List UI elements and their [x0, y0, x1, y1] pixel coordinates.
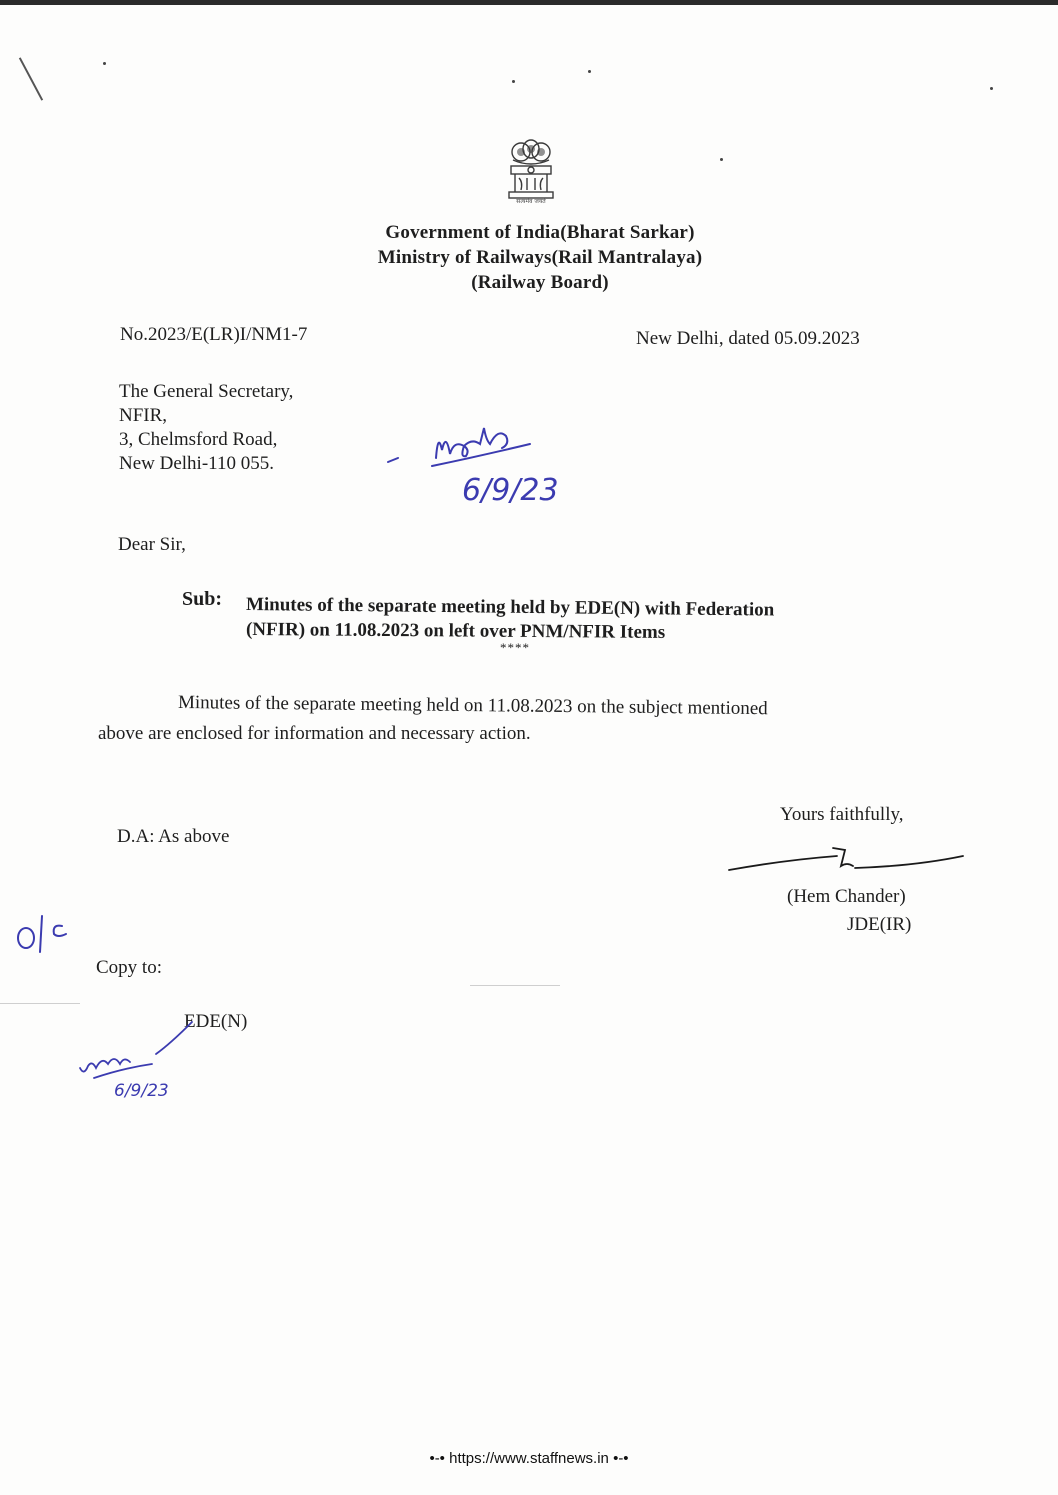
enclosure-note: D.A: As above	[117, 826, 230, 847]
handwritten-oc-note	[12, 908, 82, 958]
body-text: Minutes of the separate meeting held on 11.08.2023 on the subject mentioned	[177, 692, 768, 720]
scan-speck	[720, 158, 723, 161]
header-board: (Railway Board)	[471, 272, 609, 293]
scan-mark	[19, 57, 43, 100]
scan-line	[470, 985, 560, 986]
closing: Yours faithfully,	[780, 804, 904, 825]
addressee-line: New Delhi-110 055.	[119, 453, 274, 474]
footer-url: •-• https://www.staffnews.in •-•	[429, 1450, 629, 1467]
scan-line	[0, 1003, 80, 1004]
scan-edge	[0, 0, 1058, 5]
svg-text:6/9/23: 6/9/23	[462, 473, 559, 508]
signatory-designation: JDE(IR)	[847, 914, 912, 935]
signature	[725, 840, 965, 880]
subject-label: Sub:	[182, 588, 223, 610]
body-text: above are enclosed for information and necessary action.	[98, 723, 531, 744]
copy-recipient: EDE(N)	[184, 1011, 248, 1032]
scan-speck	[103, 62, 106, 65]
copy-to-label: Copy to:	[96, 957, 162, 978]
svg-text:6/9/23: 6/9/23	[114, 1081, 169, 1100]
addressee-line: NFIR,	[119, 405, 168, 426]
addressee-line: 3, Chelmsford Road,	[119, 429, 278, 450]
reference-number: No.2023/E(LR)I/NM1-7	[120, 324, 308, 345]
handwritten-initials-date-bottom	[74, 1020, 194, 1100]
header-government: Government of India(Bharat Sarkar)	[385, 222, 695, 243]
scan-speck	[512, 80, 515, 83]
header-ministry: Ministry of Railways(Rail Mantralaya)	[377, 247, 703, 268]
scan-speck	[588, 70, 591, 73]
salutation: Dear Sir,	[118, 534, 186, 555]
addressee-line: The General Secretary,	[119, 381, 294, 402]
signatory-name: (Hem Chander)	[787, 886, 906, 907]
scan-speck	[990, 87, 993, 90]
subject-line: (NFIR) on 11.08.2023 on left over PNM/NFIR Items	[245, 619, 666, 643]
emblem-motto: सत्यमेव जयते	[516, 198, 546, 205]
subject-line: Minutes of the separate meeting held by EDE(N) with Federation	[245, 594, 775, 621]
handwritten-initials-date	[380, 410, 570, 510]
letter-date: New Delhi, dated 05.09.2023	[636, 328, 860, 349]
national-emblem-icon	[501, 138, 561, 206]
subject-separator: ****	[500, 640, 530, 655]
